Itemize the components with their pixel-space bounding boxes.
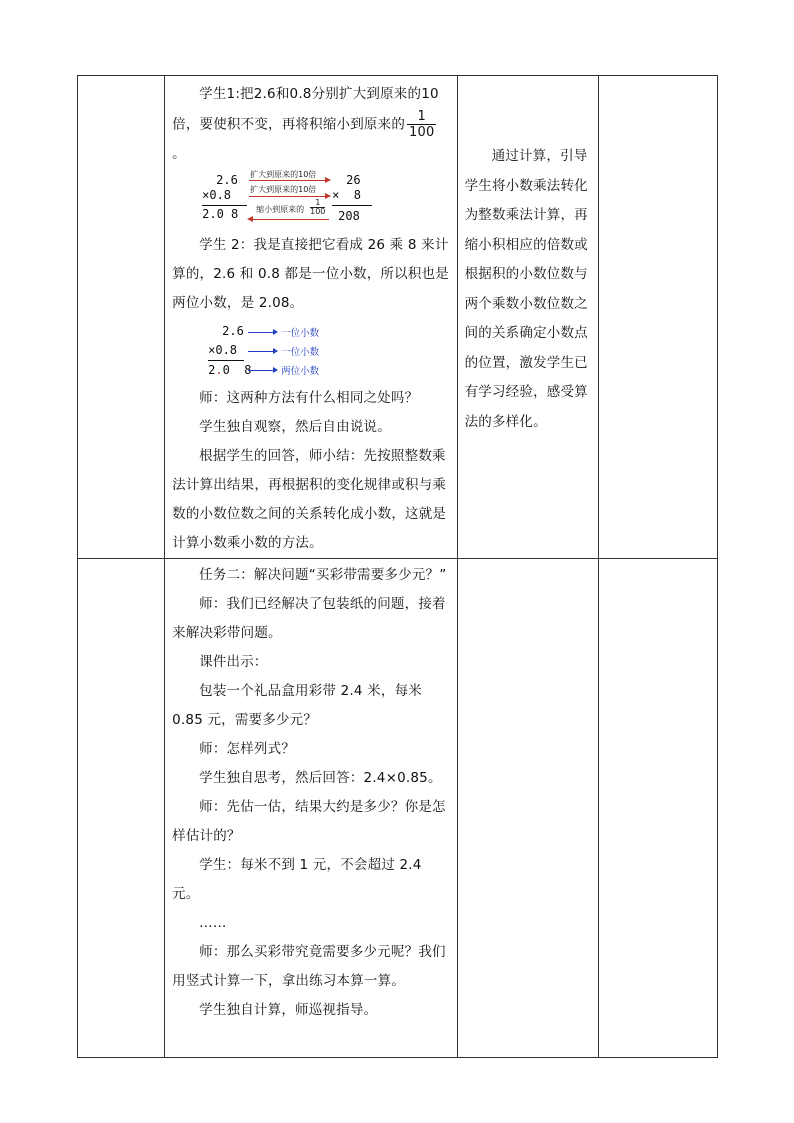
notes-cell [598, 76, 717, 559]
table-row [78, 76, 718, 559]
vertical-calc-figure-1: 2.6 ×0.8 2.0 8 扩大到原来的10倍 扩大到原来的10倍 缩小到原来的 1 100 26 × 8 208 [172, 173, 450, 229]
teacher-line: 师：我们已经解决了包装纸的问题，接着来解决彩带问题。 [172, 596, 446, 641]
task-title: 任务二：解决问题“买彩带需要多少元？” [199, 567, 447, 583]
ellipsis: …… [199, 915, 227, 931]
student-line: 学生独自计算，师巡视指导。 [199, 1002, 378, 1018]
notes-cell [598, 559, 717, 1058]
student1-line: 学生1:把2.6和0.8分别扩大到原来的10 [199, 86, 439, 102]
teacher-line: 师：先估一估，结果大约是多少？你是怎样估计的？ [172, 799, 446, 844]
stage-cell [78, 559, 165, 1058]
student-line: 学生独自思考，然后回答：2.4×0.85。 [199, 770, 442, 786]
student1-line2: 倍，要使积不变，再将积缩小到原来的 $\frac{1}{100}$ 。 [172, 109, 435, 162]
student2-text: 学生 2：我是直接把它看成 26 乘 8 来计算的，2.6 和 0.8 都是一位小数，所以积也是两位小数，是 2.08。 [172, 237, 449, 311]
courseware-label: 课件出示： [199, 654, 268, 670]
design-intent-text: 通过计算，引导学生将小数乘法转化为整数乘法计算，再缩小积相应的倍数或根据积的小数位数与两个乘数小数位数之间的关系确定小数点的位置，激发学生已有学习经验，感受算法的多样化。 [464, 148, 588, 430]
design-intent-cell [457, 76, 598, 559]
scale-note: 缩小到原来的 [256, 205, 305, 214]
design-intent-cell [457, 559, 598, 1058]
arrow-left-icon [249, 219, 329, 220]
scale-note: 扩大到原来的10倍 [250, 185, 317, 194]
scale-note: 扩大到原来的10倍 [250, 170, 317, 179]
decimal-label: 一位小数 [281, 347, 320, 358]
fraction: $\frac{1}{100}$ [409, 109, 435, 140]
arrow-right-icon [248, 370, 276, 371]
problem-text: 包装一个礼品盒用彩带 2.4 米，每米 0.85 元，需要多少元？ [172, 683, 422, 728]
teacher-summary: 根据学生的回答，师小结：先按照整数乘法计算出结果，再根据积的变化规律或积与乘数的小数位数之间的关系转化成小数，这就是计算小数乘小数的方法。 [172, 448, 447, 551]
arrow-right-icon [248, 351, 276, 352]
decimal-label: 一位小数 [281, 328, 320, 339]
teacher-line: 师：那么买彩带究竟需要多少元呢？我们用竖式计算一下，拿出练习本算一算。 [172, 944, 446, 989]
decimal-label: 两位小数 [281, 366, 320, 377]
activity-cell [165, 559, 457, 1058]
vertical-calc-figure-2: 2.6 ×0.8 2.0 8 一位小数 一位小数 两位小数 [208, 324, 320, 377]
stage-cell [78, 76, 165, 559]
student-observe: 学生独自观察，然后自由说说。 [199, 419, 391, 435]
arrow-right-icon [249, 180, 329, 181]
arrow-right-icon [249, 196, 329, 197]
arrow-right-icon [248, 332, 276, 333]
table-row [78, 559, 718, 1058]
lesson-plan-table [77, 75, 718, 1058]
teacher-line: 师：怎样列式？ [199, 741, 296, 757]
student-line: 学生：每米不到 1 元，不会超过 2.4 元。 [172, 857, 422, 902]
activity-cell [165, 76, 457, 559]
teacher-question: 师：这两种方法有什么相同之处吗？ [199, 390, 419, 406]
